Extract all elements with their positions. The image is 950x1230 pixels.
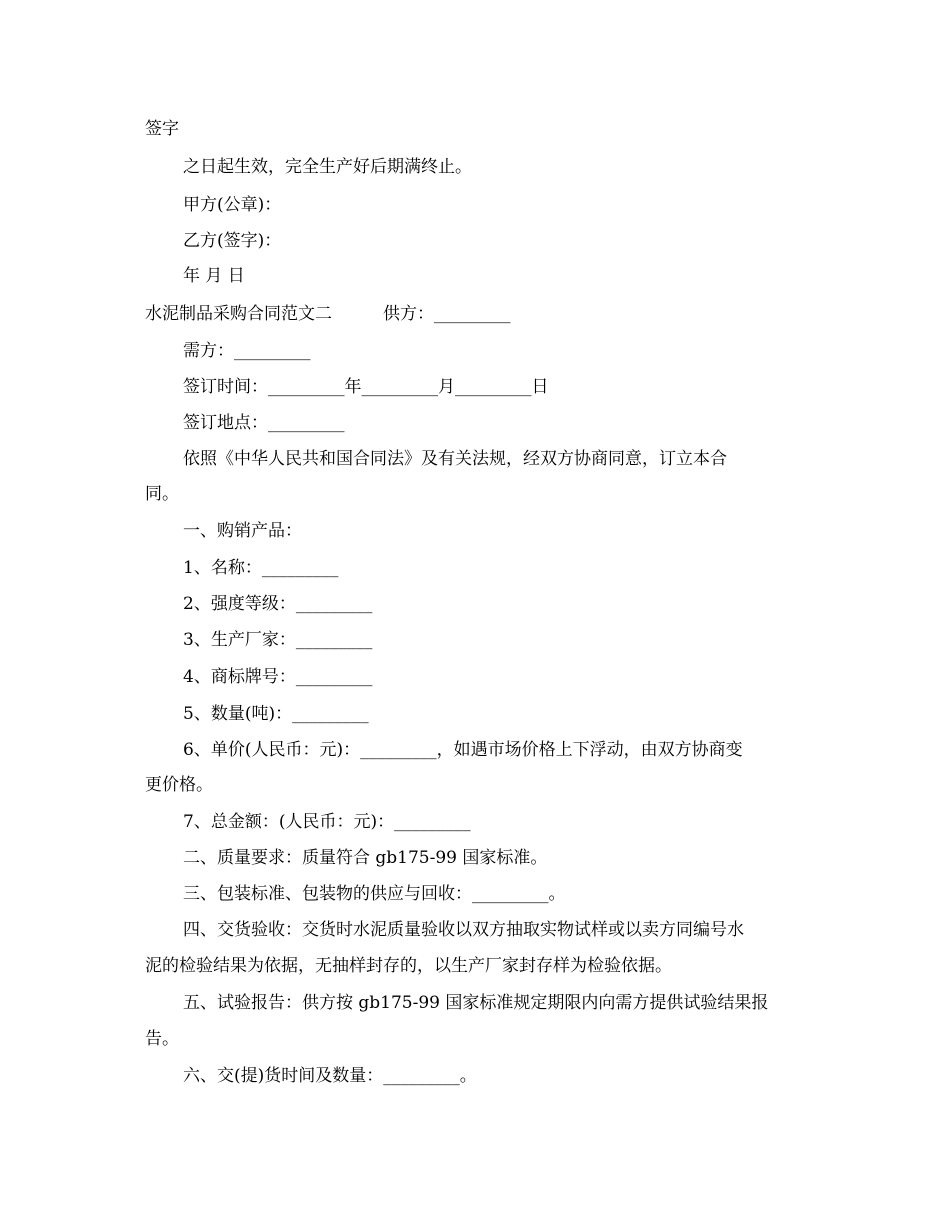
text-line: 更价格。	[145, 775, 213, 795]
text-line: 4、商标牌号：_________	[183, 667, 373, 687]
text-line: 3、生产厂家：_________	[183, 630, 373, 650]
text-line: 签订时间：_________年_________月_________日	[183, 377, 549, 397]
text-line: 之日起生效，完全生产好后期满终止。	[183, 157, 472, 177]
text-line: 四、交货验收：交货时水泥质量验收以双方抽取实物试样或以卖方同编号水	[183, 920, 744, 940]
text-line: 5、数量(吨)：_________	[183, 704, 369, 724]
text-line: 三、包装标准、包装物的供应与回收：_________。	[183, 884, 566, 904]
text-line: 乙方(签字)：	[183, 231, 282, 251]
text-line: 2、强度等级：_________	[183, 594, 373, 614]
text-line: 7、总金额：(人民币：元)：_________	[183, 812, 471, 832]
text-line: 六、交(提)货时间及数量：_________。	[183, 1066, 477, 1086]
text-line: 二、质量要求：质量符合 gb175-99 国家标准。	[183, 848, 548, 868]
text-line: 1、名称：_________	[183, 558, 339, 578]
text-line: 五、试验报告：供方按 gb175-99 国家标准规定期限内向需方提供试验结果报	[183, 993, 769, 1013]
text-line: 需方：_________	[183, 341, 311, 361]
text-line: 同。	[145, 484, 179, 504]
text-line: 签字	[145, 119, 179, 139]
text-line: 告。	[145, 1029, 179, 1049]
text-line: 甲方(公章)：	[183, 195, 282, 215]
text-line: 签订地点：_________	[183, 413, 345, 433]
text-line: 6、单价(人民币：元)：_________，如遇市场价格上下浮动，由双方协商变	[183, 740, 743, 760]
section-title: 水泥制品采购合同范文二 供方：_________	[145, 304, 511, 324]
text-line: 依照《中华人民共和国合同法》及有关法规，经双方协商同意，订立本合	[183, 449, 727, 469]
text-line: 一、购销产品：	[183, 521, 302, 541]
text-line: 泥的检验结果为依据，无抽样封存的，以生产厂家封存样为检验依据。	[145, 956, 672, 976]
text-line: 年 月 日	[183, 266, 245, 286]
